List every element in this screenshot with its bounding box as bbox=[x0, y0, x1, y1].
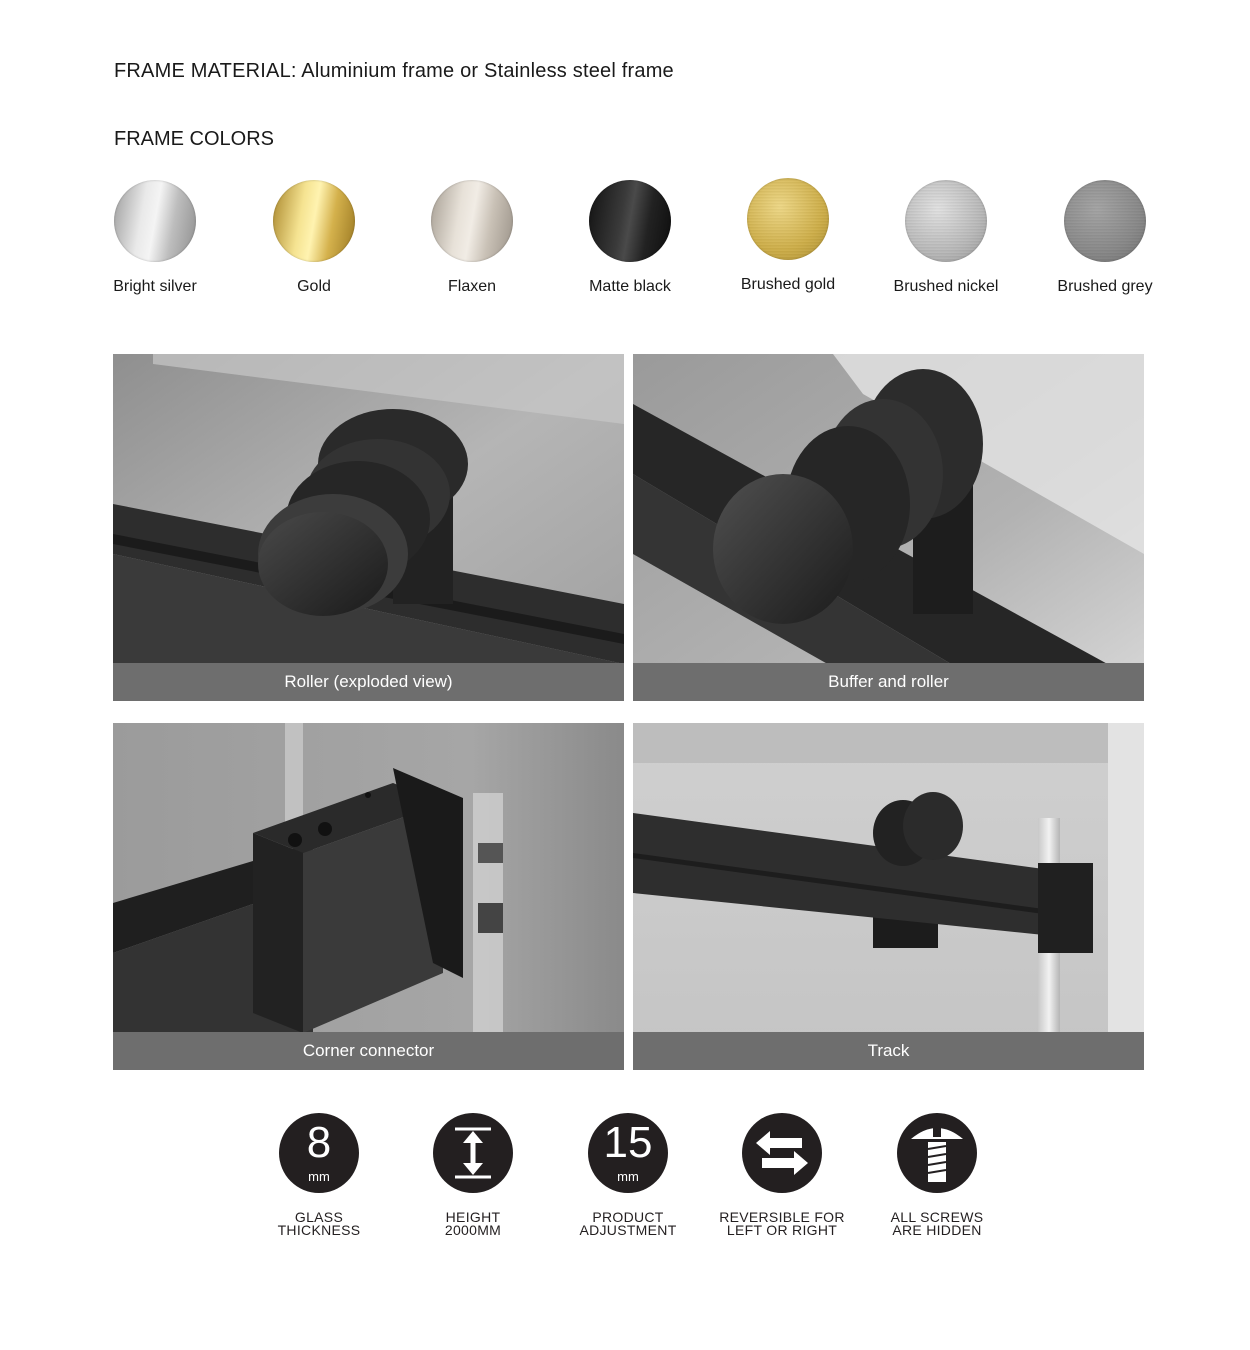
feature-value: 8 bbox=[306, 1118, 332, 1167]
swatch-label: Flaxen bbox=[447, 278, 497, 295]
swatch-label: Gold bbox=[297, 278, 331, 295]
swatch-flaxen bbox=[392, 180, 552, 296]
swatch-label: Matte black bbox=[589, 278, 671, 295]
swatch-label: Brushed nickel bbox=[893, 278, 999, 295]
feature-value: 15 bbox=[603, 1118, 653, 1167]
swatch-brushed-gold bbox=[708, 178, 868, 294]
photo-caption: Buffer and roller bbox=[633, 663, 1144, 701]
feature-label-line2: THICKNESS bbox=[277, 1222, 361, 1238]
feature-label-line1: GLASS bbox=[294, 1209, 344, 1225]
swatch-label: Brushed grey bbox=[1057, 278, 1153, 295]
feature-label-line2: ADJUSTMENT bbox=[579, 1222, 677, 1238]
swatch-label: Brushed gold bbox=[740, 276, 836, 293]
feature-label-line1: PRODUCT bbox=[592, 1209, 664, 1225]
feature-height bbox=[403, 1113, 543, 1237]
feature-unit: mm bbox=[617, 1169, 639, 1184]
feature-product-adjustment bbox=[558, 1113, 698, 1237]
photo-caption: Corner connector bbox=[113, 1032, 624, 1070]
feature-label-line1: REVERSIBLE FOR bbox=[719, 1209, 845, 1225]
height-arrow-icon bbox=[433, 1113, 513, 1193]
feature-reversible bbox=[712, 1113, 852, 1237]
feature-hidden-screws bbox=[867, 1113, 1007, 1237]
swatch-disc bbox=[747, 178, 829, 260]
screw-icon bbox=[897, 1113, 977, 1193]
roller-photo bbox=[113, 354, 624, 701]
swatch-disc bbox=[905, 180, 987, 262]
reverse-arrows-icon bbox=[742, 1113, 822, 1193]
swatch-disc bbox=[431, 180, 513, 262]
swatch-disc bbox=[273, 180, 355, 262]
swatch-gold bbox=[234, 180, 394, 296]
swatch-disc bbox=[114, 180, 196, 262]
buffer-roller-photo bbox=[633, 354, 1144, 701]
track-illustration bbox=[633, 723, 1144, 1070]
corner-connector-photo bbox=[113, 723, 624, 1070]
swatch-bright-silver bbox=[75, 180, 235, 296]
photo-caption: Roller (exploded view) bbox=[113, 663, 624, 701]
feature-label-line2: 2000MM bbox=[444, 1222, 502, 1238]
corner-connector-illustration bbox=[113, 723, 624, 1070]
photo-caption: Track bbox=[633, 1032, 1144, 1070]
glass-thickness-icon bbox=[279, 1113, 359, 1193]
adjustment-icon bbox=[588, 1113, 668, 1193]
feature-label-line2: ARE HIDDEN bbox=[892, 1222, 982, 1238]
swatch-matte-black bbox=[550, 180, 710, 296]
swatch-label: Bright silver bbox=[113, 278, 197, 295]
feature-label-line1: HEIGHT bbox=[445, 1209, 501, 1225]
roller-illustration bbox=[113, 354, 624, 701]
frame-material-text: FRAME MATERIAL: Aluminium frame or Stainless steel frame bbox=[114, 60, 674, 82]
feature-label-line2: LEFT OR RIGHT bbox=[726, 1222, 838, 1238]
swatch-disc bbox=[1064, 180, 1146, 262]
swatch-brushed-nickel bbox=[866, 180, 1026, 296]
feature-glass-thickness bbox=[249, 1113, 389, 1237]
swatch-disc bbox=[589, 180, 671, 262]
frame-colors-title: FRAME COLORS bbox=[114, 128, 275, 150]
swatch-brushed-grey bbox=[1025, 180, 1185, 296]
buffer-roller-illustration bbox=[633, 354, 1144, 701]
feature-unit: mm bbox=[308, 1169, 330, 1184]
feature-label-line1: ALL SCREWS bbox=[890, 1209, 984, 1225]
color-swatches bbox=[0, 180, 1250, 310]
track-photo bbox=[633, 723, 1144, 1070]
